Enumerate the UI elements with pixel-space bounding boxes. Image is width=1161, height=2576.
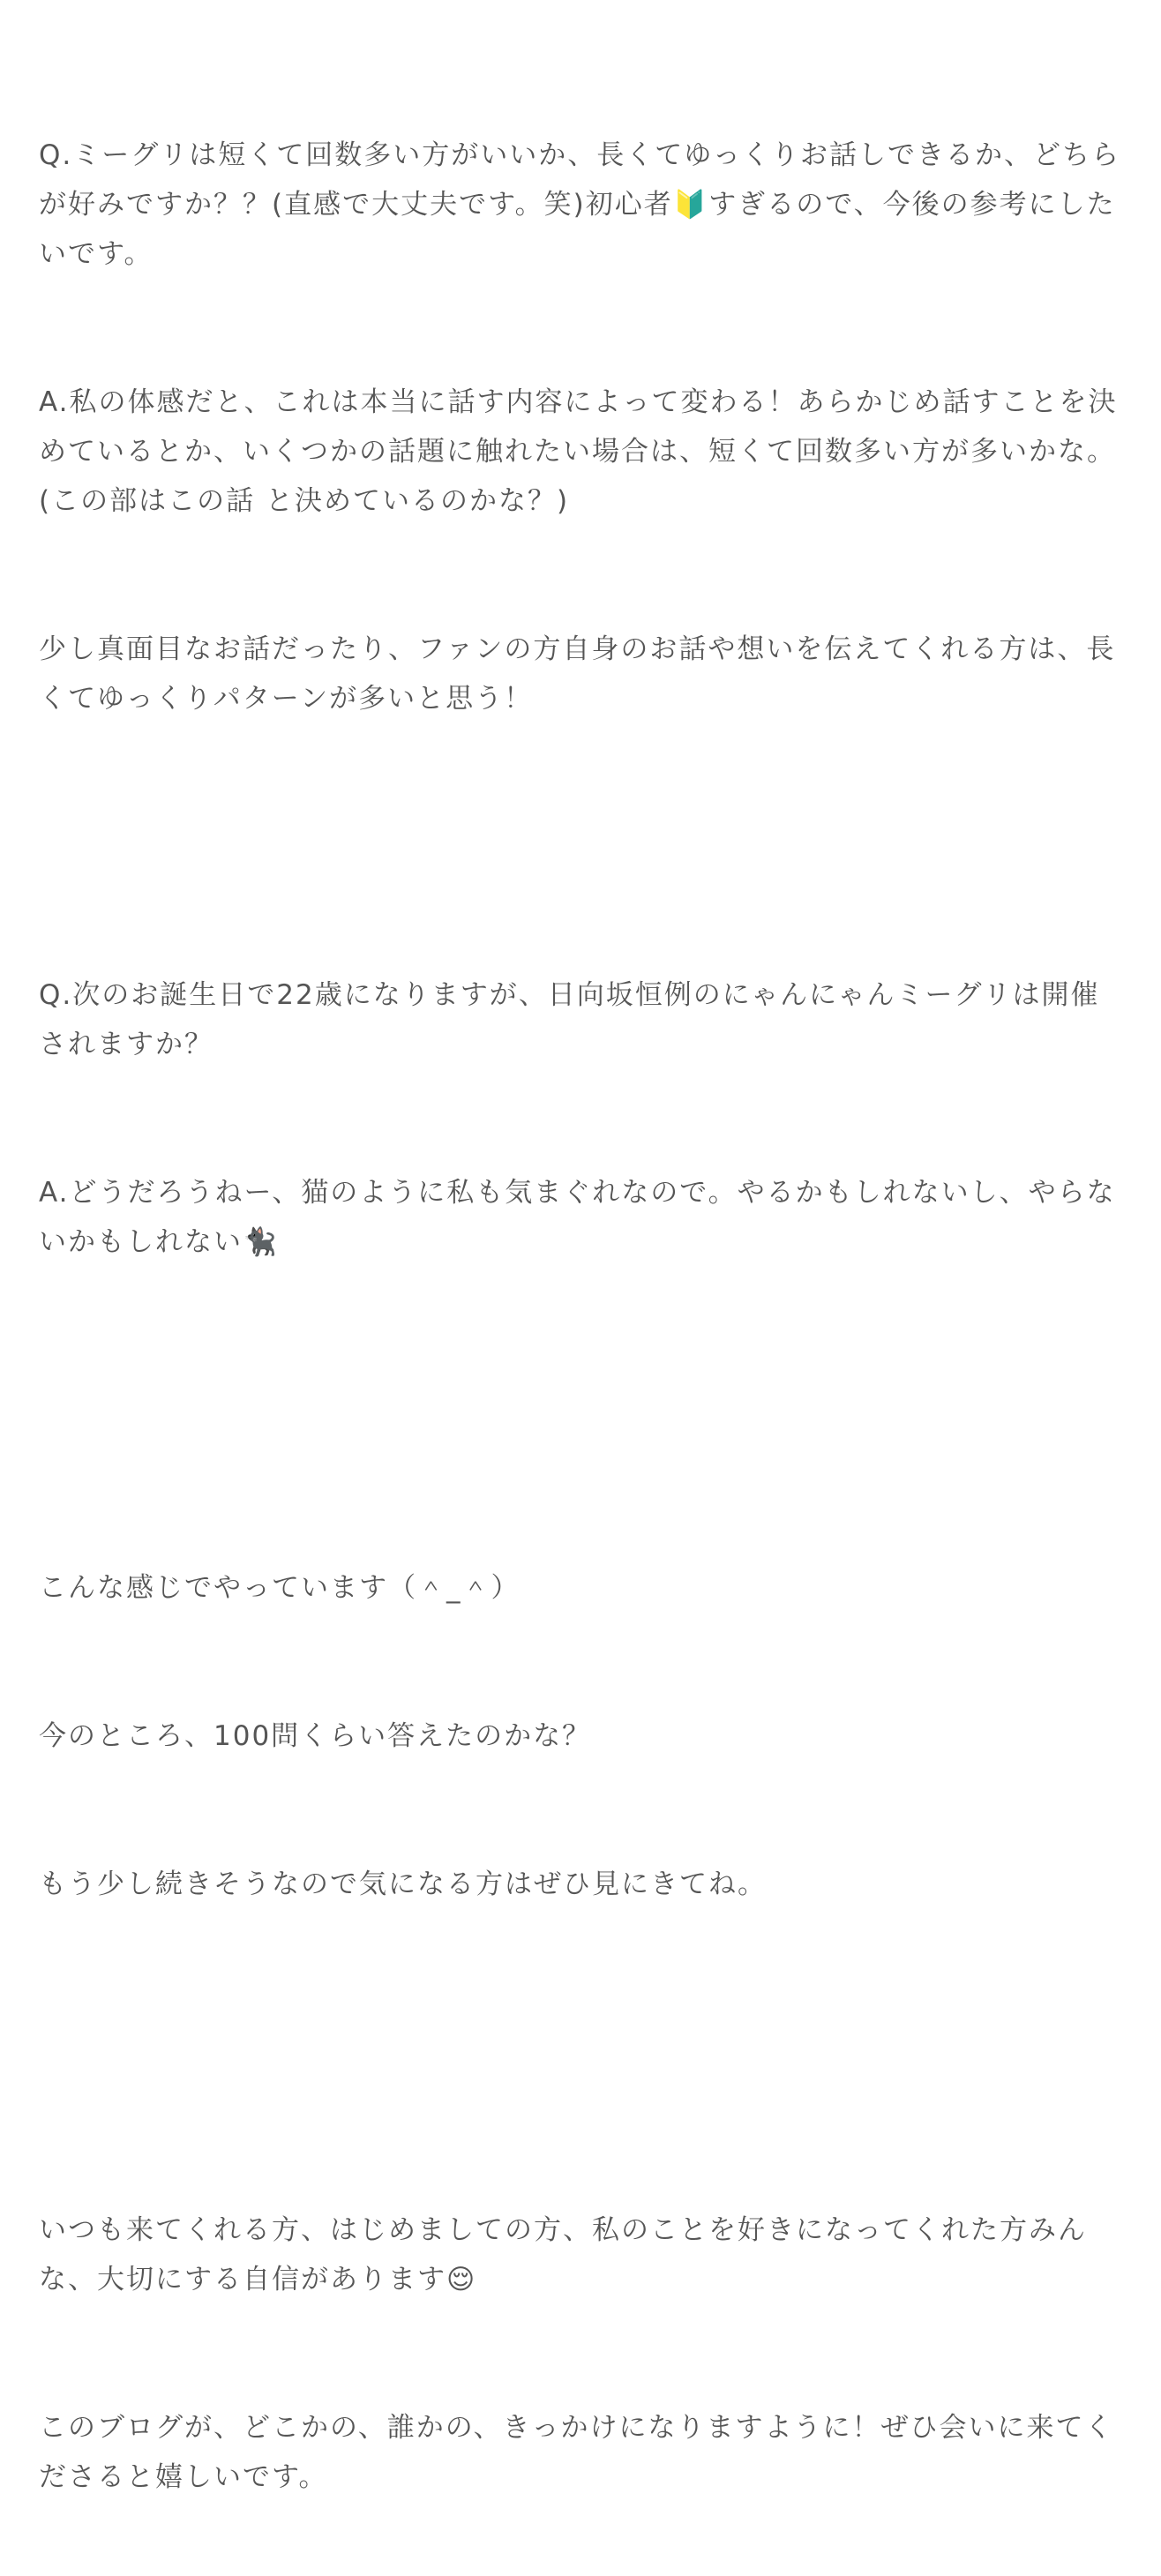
message-line: このブログが、どこかの、誰かの、きっかけになりますように！ぜひ会いに来てくださると嬉しいです。 (39, 2412, 1114, 2493)
closing-line: こんな感じでやっています（＾_＾） (39, 1572, 521, 1604)
answer-text: A.どうだろうねー、猫のように私も気まぐれなので。やるかもしれないし、やらないかもしれない🐈‍⬛ (39, 1177, 1116, 1258)
message-line: いつも来てくれる方、はじめましての方、私のことを好きになってくれた方みんな、大切にする自信があります😌 (39, 2214, 1087, 2295)
question-text: Q.次のお誕生日で22歳になりますが、日向坂恒例のにゃんにゃんミーグリは開催されますか？ (39, 979, 1100, 1060)
qa-block-1 (39, 32, 1126, 822)
message-block (39, 2107, 1126, 2576)
closing-line: もう少し続きそうなので気になる方はぜひ見にきてね。 (39, 1868, 767, 1900)
spacer (39, 1366, 1126, 1464)
answer-text: A.私の体感だと、これは本当に話す内容によって変わる！あらかじめ話すことを決めているとか、いくつかの話題に触れたい場合は、短くて回数多い方が多いかな。(この部はこの話 と決めているのかな？) (39, 386, 1118, 517)
spacer (39, 822, 1126, 872)
closing-block (39, 1464, 1126, 2008)
closing-line: 今のところ、100問くらい答えたのかな？ (39, 1720, 592, 1752)
question-text: Q.ミーグリは短くて回数多い方がいいか、長くてゆっくりお話しできるか、どちらが好みですか？？(直感で大丈夫です。笑)初心者🔰すぎるので、今後の参考にしたいです。 (39, 139, 1120, 270)
qa-block-2 (39, 872, 1126, 1366)
spacer (39, 2008, 1126, 2107)
answer-text-continued: 少し真面目なお話だったり、ファンの方自身のお話や想いを伝えてくれる方は、長くてゆっくりパターンが多いと思う！ (39, 633, 1116, 715)
